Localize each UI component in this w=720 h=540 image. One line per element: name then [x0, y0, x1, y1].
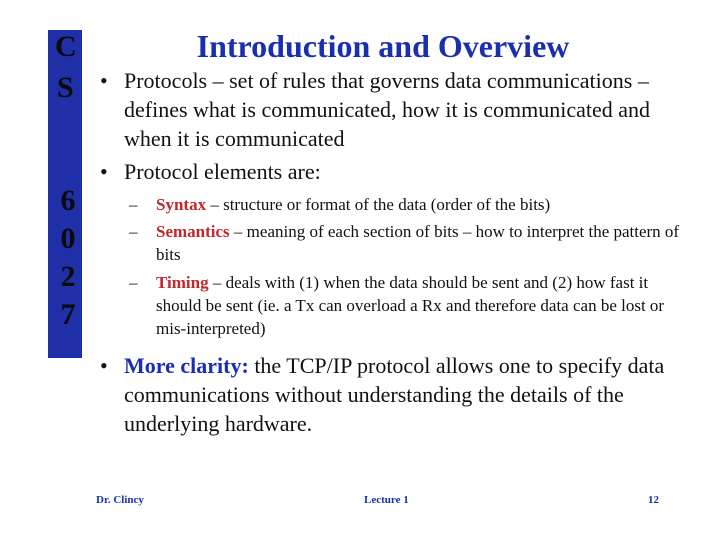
sub-mark: – — [129, 273, 138, 292]
bullet-mark: • — [100, 159, 108, 184]
bullet-protocols — [100, 66, 694, 153]
sub-mark: – — [129, 222, 138, 241]
course-digit: 2 — [60, 260, 76, 293]
sub-item-text: – structure or format of the data (order of the bits) — [206, 195, 551, 214]
footer-lecture: Lecture 1 — [364, 494, 409, 506]
bullet-text: Protocol elements are: — [124, 159, 321, 184]
term-more-clarity: More clarity: — [124, 353, 249, 378]
sub-mark: – — [129, 195, 138, 214]
sub-item-timing — [129, 271, 696, 340]
footer-page-number: 12 — [648, 494, 659, 506]
course-letter-s: S — [57, 71, 74, 104]
footer-author: Dr. Clincy — [96, 494, 144, 506]
bullet-text: the TCP/IP protocol allows one to specify data communications without understanding the details of the underlying hardware. — [124, 353, 665, 436]
term-timing: Timing — [156, 273, 209, 292]
bullet-mark: • — [100, 353, 108, 378]
slide-title: Introduction and Overview — [196, 28, 570, 64]
sub-item-semantics — [129, 220, 696, 266]
term-syntax: Syntax — [156, 195, 207, 214]
course-digit: 6 — [60, 184, 76, 217]
sub-item-syntax — [129, 193, 696, 216]
course-letter-c: C — [55, 30, 77, 63]
sub-item-text: – meaning of each section of bits – how to interpret the pattern of bits — [156, 222, 680, 264]
course-digit: 0 — [60, 222, 76, 255]
bullet-mark: • — [100, 68, 108, 93]
course-digit: 7 — [60, 298, 76, 331]
bullet-text: Protocols – set of rules that governs data communications – defines what is communicated, how it is communicated and when it is communicated — [124, 68, 651, 151]
term-semantics: Semantics — [156, 222, 230, 241]
sub-item-text: – deals with (1) when the data should be sent and (2) how fast it should be sent (ie. a Tx can overload a Rx and therefore data can be lost or mis-interpreted) — [156, 273, 665, 338]
bullet-more-clarity — [100, 351, 694, 438]
bullet-protocol-elements — [100, 157, 694, 186]
